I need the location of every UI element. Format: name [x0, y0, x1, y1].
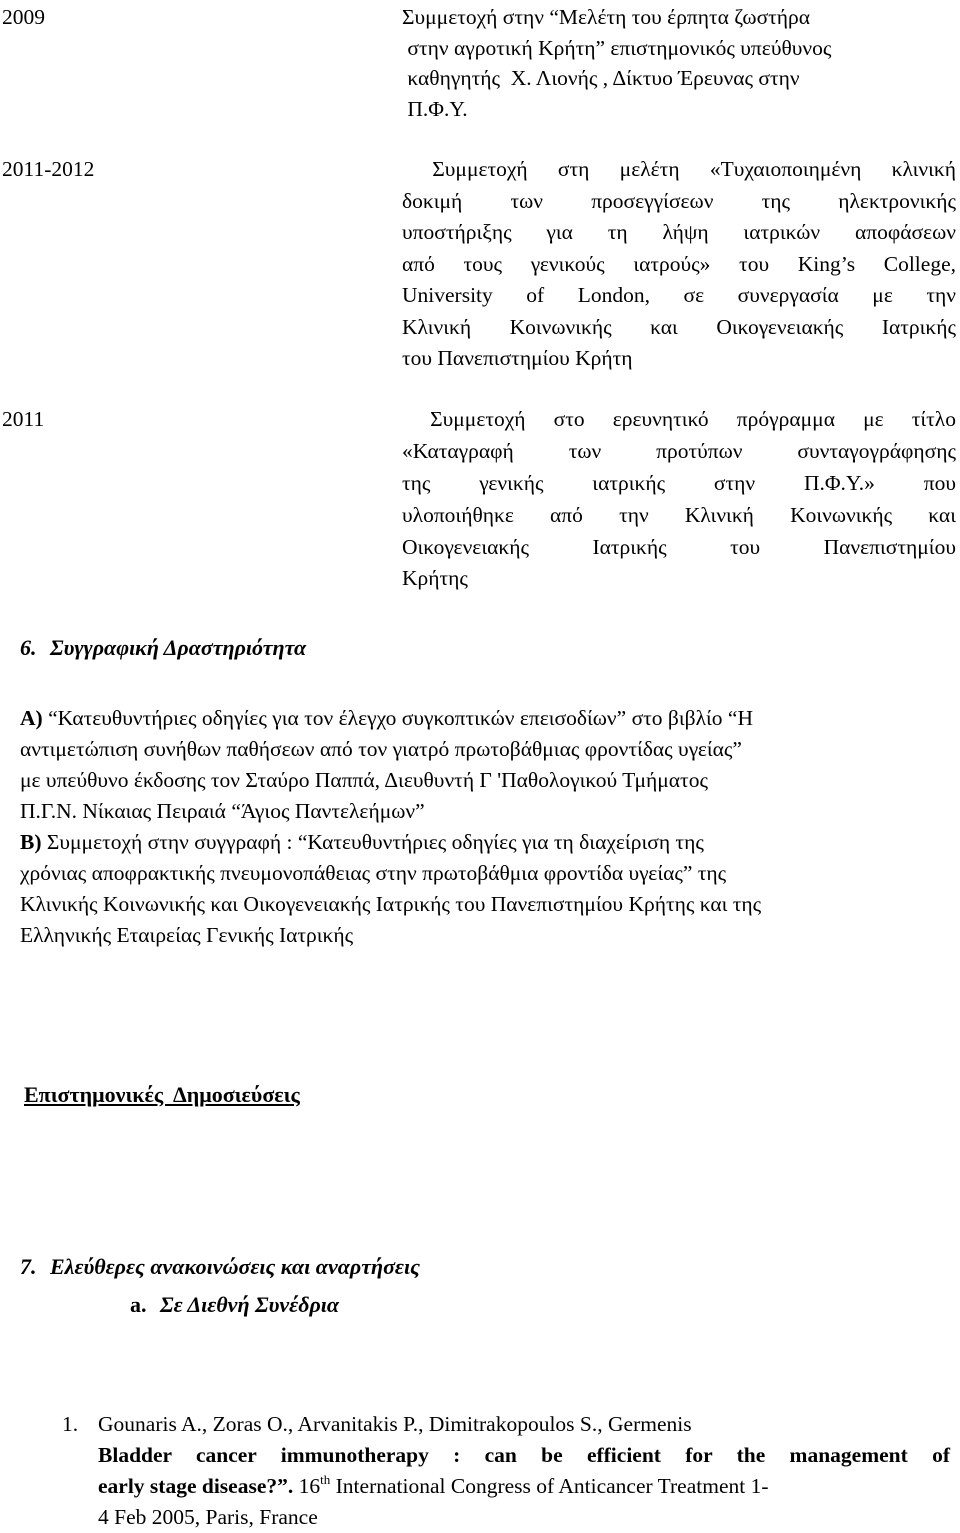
writing-line: Π.Γ.Ν. Νίκαιας Πειραιά “Άγιος Παντελεήμων” [20, 799, 425, 823]
entry-line: Συμμετοχή στο ερευνητικό πρόγραμμα με τίτλο [402, 407, 956, 431]
subsection-a-heading [130, 1290, 339, 1320]
entry-line: Συμμετοχή στην “Μελέτη του έρπητα ζωστήρα [402, 5, 811, 29]
section-title: Ελεύθερες ανακοινώσεις και αναρτήσεις [50, 1254, 420, 1279]
publication-conference [98, 1471, 950, 1501]
entry-line: University of London, σε συνεργασία με την [402, 283, 956, 307]
ordinal-number: 16 [293, 1474, 321, 1498]
section-number: 7. [20, 1254, 37, 1279]
publication-date-place: 4 Feb 2005, Paris, France [98, 1505, 318, 1529]
writing-line: χρόνιας αποφρακτικής πνευμονοπάθειας στην πρωτοβάθμια φροντίδα υγείας” της [20, 861, 727, 885]
entry-line: από τους γενικούς ιατρούς» του King’s College, [402, 252, 956, 276]
writing-line: αντιμετώπιση συνήθων παθήσεων από τον γιατρό πρωτοβάθμιας φροντίδας υγείας” [20, 737, 742, 761]
subsection-title: Σε Διεθνή Συνέδρια [160, 1292, 340, 1317]
writing-line [20, 827, 704, 857]
entry-year: 2011-2012 [2, 157, 95, 181]
entry-line: Οικογενειακής Ιατρικής του Πανεπιστημίου [402, 535, 956, 559]
writing-line [20, 703, 753, 733]
entry-year: 2011 [2, 407, 45, 431]
section-7-heading [20, 1252, 420, 1282]
ordinal-suffix: th [320, 1472, 331, 1487]
writing-line: Ελληνικής Εταιρείας Γενικής Ιατρικής [20, 923, 354, 947]
entry-line: «Καταγραφή των προτύπων συνταγογράφησης [402, 439, 956, 463]
entry-line: Κρήτης [402, 566, 468, 590]
writing-line: Κλινικής Κοινωνικής και Οικογενειακής Ιατρικής του Πανεπιστημίου Κρήτης και της [20, 892, 762, 916]
entry-line: Συμμετοχή στη μελέτη «Τυχαιοποιημένη κλινική [402, 157, 956, 181]
item-text: Συμμετοχή στην συγγραφή : “Κατευθυντήριες οδηγίες για τη διαχείριση της [46, 830, 704, 854]
section-6-heading [20, 633, 306, 663]
item-label: Β) [20, 830, 42, 854]
item-label: Α) [20, 706, 43, 730]
entry-line: Π.Φ.Υ. [402, 97, 468, 121]
publications-heading: Επιστημονικές Δημοσιεύσεις [24, 1082, 300, 1107]
subsection-label: a. [130, 1292, 147, 1317]
entry-line: της γενικής ιατρικής στην Π.Φ.Υ.» που [402, 471, 956, 495]
publication-number: 1. [62, 1412, 79, 1436]
publication-title-end: early stage disease?”. [98, 1474, 294, 1498]
writing-line: με υπεύθυνο έκδοσης τον Σταύρο Παππά, Διευθυντή Γ 'Παθολογικού Τμήματος [20, 768, 708, 792]
publication-title: Bladder cancer immunotherapy : can be efficient for the management of [98, 1443, 950, 1467]
entry-year: 2009 [2, 5, 45, 29]
entry-line: του Πανεπιστημίου Κρήτη [402, 346, 633, 370]
item-text: “Κατευθυντήριες οδηγίες για τον έλεγχο συγκοπτικών επεισοδίων” στο βιβλίο “Η [48, 706, 753, 730]
entry-line: υλοποιήθηκε από την Κλινική Κοινωνικής και [402, 503, 956, 527]
publication-authors: Gounaris A., Zoras O., Arvanitakis P., Dimitrakopoulos S., Germenis [98, 1412, 692, 1436]
entry-line: καθηγητής Χ. Λιονής , Δίκτυο Έρευνας στην [402, 66, 800, 90]
section-title: Συγγραφική Δραστηριότητα [50, 635, 307, 660]
entry-line: υποστήριξης για τη λήψη ιατρικών αποφάσεων [402, 220, 956, 244]
entry-line: δοκιμή των προσεγγίσεων της ηλεκτρονικής [402, 189, 956, 213]
entry-line: Κλινική Κοινωνικής και Οικογενειακής Ιατρικής [402, 315, 956, 339]
section-number: 6. [20, 635, 37, 660]
conference-name: International Congress of Anticancer Treatment 1- [330, 1474, 769, 1498]
entry-line: στην αγροτική Κρήτη” επιστημονικός υπεύθυνος [402, 36, 832, 60]
